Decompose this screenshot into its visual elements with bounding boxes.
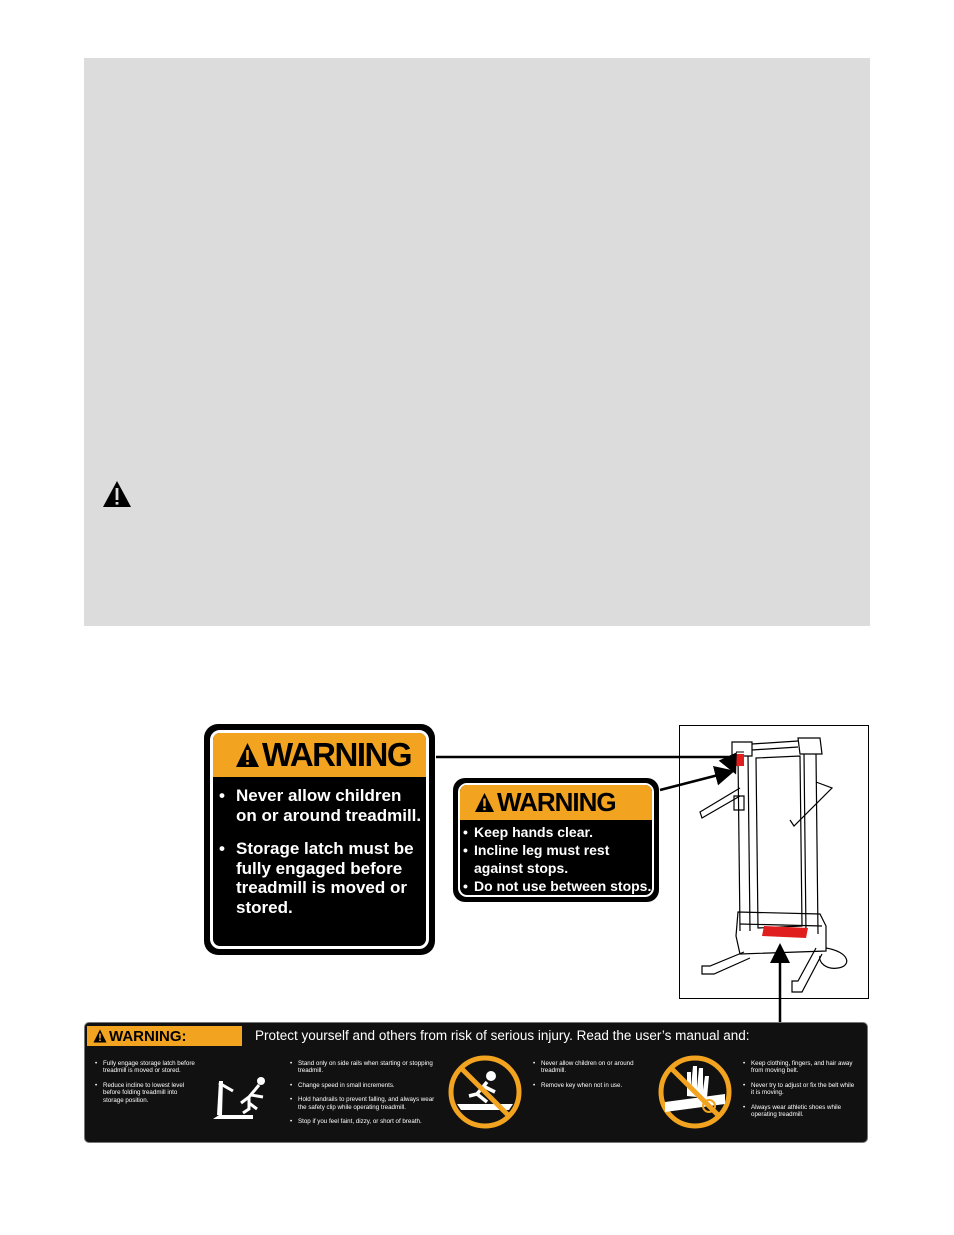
strip-warning-label: WARNING: — [87, 1026, 242, 1046]
warning-triangle-icon — [102, 480, 132, 508]
warning-decal-small — [453, 778, 659, 902]
strip-column-2: • Stand only on side rails when starting or stopping treadmill. • Change speed in small increments. • Hold handrails to prevent falling, and always wear the safety clip while operating treadmill. • Stop if you feel faint, dizzy, or short of breath. — [290, 1060, 435, 1126]
decal-small-header — [460, 785, 652, 820]
decal-small-item: • Do not use between stops. — [463, 878, 652, 894]
falling-person-icon — [209, 1073, 273, 1123]
no-children-icon — [447, 1054, 523, 1130]
treadmill-illustration — [680, 726, 870, 1000]
strip-column-4: • Keep clothing, fingers, and hair away from moving belt. • Never try to adjust or fix the belt while it is moving. • Always wear athletic shoes while operating treadmill. — [743, 1060, 855, 1119]
strip-column-1: • Fully engage storage latch before treadmill is moved or stored. • Reduce incline to lowest level before folding treadmill into storage position. — [95, 1060, 195, 1104]
decal-small-title: WARNING — [497, 787, 616, 817]
decal-large-item: • Never allow children on or around treadmill. — [219, 786, 422, 825]
decal-large-title: WARNING — [262, 736, 411, 773]
warning-strip-decal — [84, 1022, 868, 1143]
gray-text-panel — [84, 58, 870, 626]
decal-small-item: • Keep hands clear. — [463, 824, 594, 840]
strip-heading: Protect yourself and others from risk of serious injury. Read the user’s manual and: — [255, 1028, 750, 1043]
no-hands-icon — [657, 1054, 733, 1130]
strip-column-3: • Never allow children on or around treadmill. • Remove key when not in use. — [533, 1060, 634, 1089]
warning-triangle-icon — [474, 792, 495, 813]
decal-large-item: • Storage latch must be fully engaged before treadmill is moved or stored. — [219, 839, 414, 917]
warning-decal-large — [204, 724, 435, 955]
warning-triangle-icon — [235, 742, 260, 768]
treadmill-illustration-frame — [679, 725, 869, 999]
decal-large-header — [213, 733, 426, 777]
warning-triangle-icon — [93, 1029, 107, 1043]
decal-small-item: • Incline leg must rest against stops. — [463, 842, 610, 876]
